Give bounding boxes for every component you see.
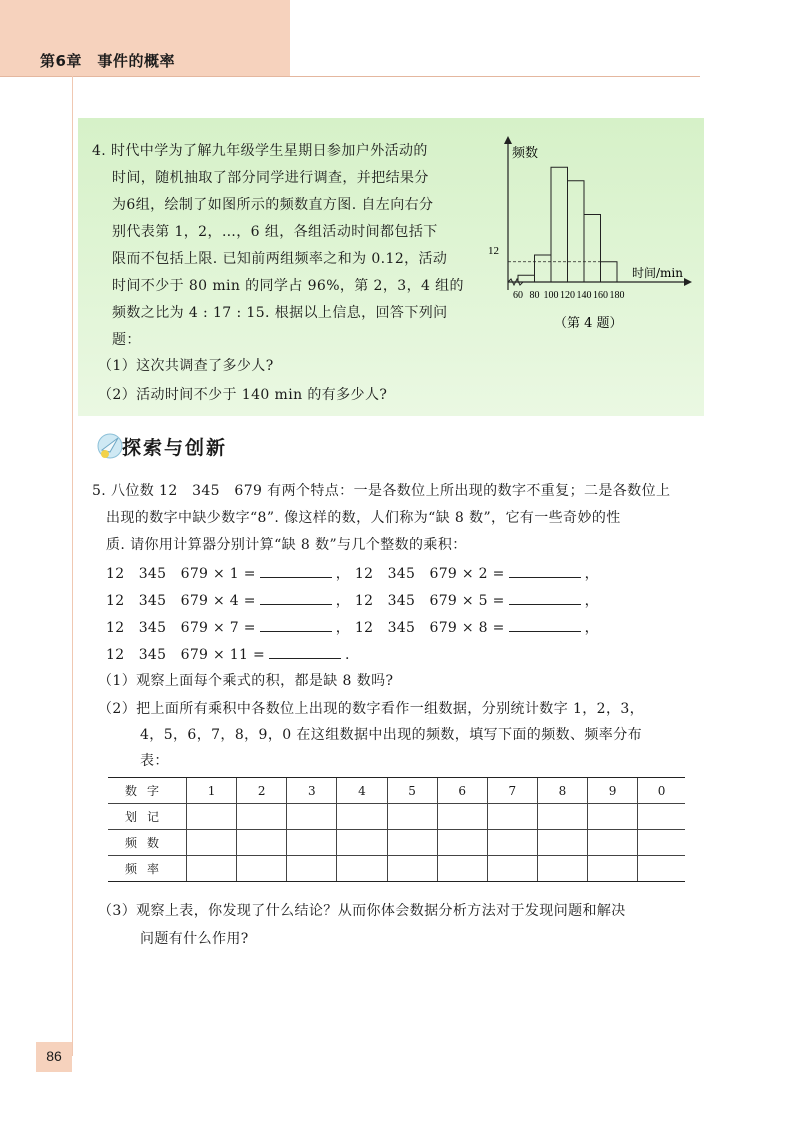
table-cell[interactable] [537,856,587,882]
x-tick-label: 120 [560,290,575,301]
equation: 12 345 679 × 5 = [354,593,505,609]
question-5-sub-3-line: （3）观察上表，你发现了什么结论？从而你体会数据分析方法对于发现问题和解决 [98,903,626,919]
equation: 12 345 679 × 8 = [354,620,505,636]
punct: ， [335,593,351,609]
table-cell[interactable] [387,856,437,882]
punct: . [344,647,350,663]
table-cell[interactable] [337,856,387,882]
section-badge-icon [96,428,124,464]
digit-cell: 4 [337,778,387,804]
digit-cell: 1 [187,778,237,804]
table-cell[interactable] [337,804,387,830]
question-5-text [92,478,712,559]
y-axis-arrow-icon [504,136,512,144]
table-cell[interactable] [638,856,685,882]
x-tick-label: 180 [609,290,625,301]
digit-cell: 5 [387,778,437,804]
table-cell[interactable] [287,804,337,830]
row-label: 频率 [108,856,187,882]
x-tick-label: 60 [513,290,523,301]
answer-blank[interactable] [260,565,332,578]
table-cell[interactable] [588,830,638,856]
digit-cell: 3 [287,778,337,804]
question-4-line: 时间不少于 80 min 的同学占 96%，第 2，3，4 组的 [112,278,464,294]
histogram-bar [551,167,568,282]
row-label: 频数 [108,830,187,856]
equation-row [106,590,599,610]
table-header-label: 数字 [108,778,187,804]
table-cell[interactable] [237,856,287,882]
table-cell[interactable] [287,856,337,882]
histogram-bar [568,181,585,282]
table-cell[interactable] [187,856,237,882]
y-tick-label: 12 [488,245,499,257]
digit-cell: 8 [537,778,587,804]
x-axis-label: 时间/min [632,266,683,280]
question-4-line: 题： [112,332,141,348]
table-cell[interactable] [437,830,487,856]
table-row [108,804,685,830]
question-5-sub-2-line: 4，5，6，7，8，9，0 在这组数据中出现的频数，填写下面的频数、频率分布 [140,727,642,743]
punct: ， [584,566,599,582]
figure-caption: （第 4 题） [554,316,623,331]
equation-row [106,644,350,664]
answer-blank[interactable] [260,592,332,605]
section-title: 探索与创新 [122,437,228,459]
table-cell[interactable] [638,830,685,856]
x-tick-label: 160 [593,290,608,301]
table-cell[interactable] [537,830,587,856]
table-cell[interactable] [237,830,287,856]
table-cell[interactable] [287,830,337,856]
equation-row [106,563,599,583]
histogram-bar [584,215,601,283]
histogram [482,132,704,340]
page-number: 86 [46,1048,62,1064]
equation: 12 345 679 × 11 = [106,647,265,663]
histogram-bar [601,262,618,282]
table-cell[interactable] [187,830,237,856]
chapter-title: 第6章 事件的概率 [40,52,175,70]
margin-rule [72,76,73,1056]
question-5-line: 5. 八位数 12 345 679 有两个特点：一是各数位上所出现的数字不重复；二是各数位上 [92,483,671,499]
question-4-sub-2: （2）活动时间不少于 140 min 的有多少人? [98,387,388,403]
question-5-sub-2-line: （2）把上面所有乘积中各数位上出现的数字看作一组数据，分别统计数字 1，2，3， [98,701,645,717]
question-4-text [92,138,482,354]
answer-blank[interactable] [509,565,581,578]
question-4-line: 限而不包括上限. 已知前两组频率之和为 0.12，活动 [112,251,448,267]
table-cell[interactable] [638,804,685,830]
punct: ， [335,620,351,636]
x-tick-label: 100 [543,290,559,301]
y-axis-label: 频数 [512,146,539,161]
header-rule [0,76,700,77]
table-cell[interactable] [387,804,437,830]
frequency-table [108,777,685,882]
answer-blank[interactable] [269,646,341,659]
table-cell[interactable] [537,804,587,830]
question-5-sub-1: （1）观察上面每个乘式的积，都是缺 8 数吗? [98,673,394,689]
answer-blank[interactable] [509,619,581,632]
table-cell[interactable] [187,804,237,830]
x-axis-arrow-icon [684,278,692,286]
table-cell[interactable] [387,830,437,856]
table-cell[interactable] [437,804,487,830]
question-4-line: 时间，随机抽取了部分同学进行调查，并把结果分 [112,170,429,186]
x-tick-label: 140 [576,290,592,301]
histogram-bar [535,255,552,282]
question-4-line: 为6组，绘制了如图所示的频数直方图. 自左向右分 [112,197,434,213]
punct: ， [584,593,599,609]
digit-cell: 2 [237,778,287,804]
table-row [108,856,685,882]
digit-cell: 9 [588,778,638,804]
histogram-bar [518,275,535,282]
x-tick-label: 80 [529,290,540,301]
table-cell[interactable] [487,830,537,856]
table-cell[interactable] [588,804,638,830]
table-header-row [108,778,685,804]
table-row [108,830,685,856]
punct: ， [584,620,599,636]
question-4-line: 频数之比为 4 : 17 : 15. 根据以上信息，回答下列问 [112,305,448,321]
question-4-line: 4. 时代中学为了解九年级学生星期日参加户外活动的 [92,143,428,159]
question-4-sub-1: （1）这次共调查了多少人? [98,358,274,374]
table-cell[interactable] [337,830,387,856]
answer-blank[interactable] [260,619,332,632]
question-4-line: 别代表第 1，2，…，6 组，各组活动时间都包括下 [112,224,438,240]
digit-cell: 7 [487,778,537,804]
answer-blank[interactable] [509,592,581,605]
question-5-line: 出现的数字中缺少数字“8”. 像这样的数，人们称为“缺 8 数”，它有一些奇妙的性 [106,510,621,526]
equation: 12 345 679 × 4 = [106,593,256,609]
table-cell[interactable] [437,856,487,882]
row-label: 划记 [108,804,187,830]
digit-cell: 0 [638,778,685,804]
equation: 12 345 679 × 1 = [106,566,256,582]
table-cell[interactable] [487,856,537,882]
question-5-line: 质. 请你用计算器分别计算“缺 8 数”与几个整数的乘积： [106,537,467,553]
table-cell[interactable] [487,804,537,830]
equation: 12 345 679 × 7 = [106,620,256,636]
punct: ， [335,566,351,582]
table-cell[interactable] [588,856,638,882]
table-cell[interactable] [237,804,287,830]
equation-row [106,617,599,637]
equation: 12 345 679 × 2 = [354,566,505,582]
question-5-sub-2-line: 表： [140,753,169,769]
question-5-sub-3-line: 问题有什么作用? [140,931,249,947]
digit-cell: 6 [437,778,487,804]
